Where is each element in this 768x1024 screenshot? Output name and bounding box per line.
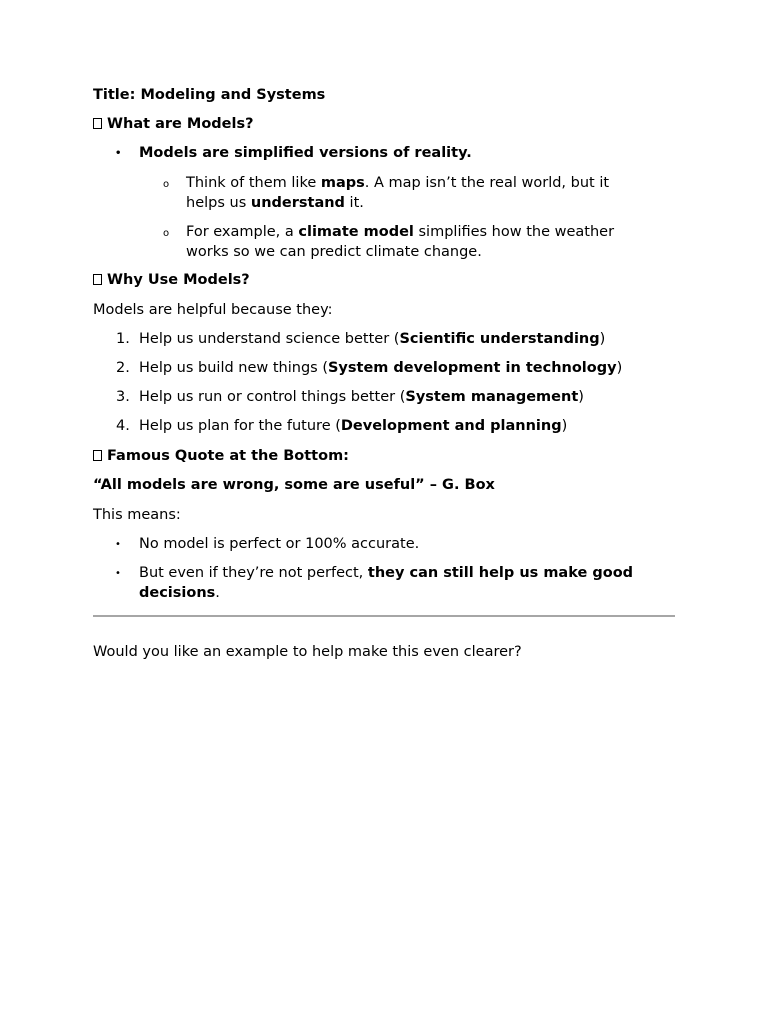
item-number: 2. (116, 360, 130, 376)
paragraph-intro: Models are helpful because they: (93, 302, 333, 318)
numbered-item (93, 388, 584, 408)
text-run: ) (578, 389, 584, 405)
text-run-bold: they can still help us make good (367, 565, 634, 581)
sub-list-item (93, 174, 656, 213)
list-item (93, 535, 419, 555)
numbered-item (93, 330, 605, 350)
text-run-bold: System management (405, 389, 579, 405)
bullet-text: No model is perfect or 100% accurate. (139, 536, 420, 552)
text-run: For example, a (186, 224, 299, 240)
list-item (93, 144, 472, 164)
text-run: Help us plan for the future ( (139, 418, 341, 434)
list-item (93, 564, 633, 603)
text-run-bold: Scientific understanding (399, 331, 600, 347)
sub-bullet-icon: o (163, 179, 170, 190)
checkbox-square-icon (93, 274, 102, 285)
bullet-icon: • (115, 539, 121, 550)
section-heading-famous-quote (93, 447, 349, 467)
closing-question: Would you like an example to help make this even clearer? (93, 644, 522, 660)
paragraph-this-means: This means: (93, 507, 181, 523)
text-run: ) (616, 360, 623, 376)
text-run: Help us understand science better ( (139, 331, 400, 347)
bullet-text: Models are simplified versions of reality. (139, 145, 472, 161)
quote-text: “All models are wrong, some are useful” – G. Box (93, 477, 495, 493)
section-heading-text: Famous Quote at the Bottom: (107, 448, 349, 464)
checkbox-square-icon (93, 118, 102, 129)
section-heading-text: Why Use Models? (107, 272, 250, 288)
text-run: . (215, 584, 220, 601)
text-run: Help us build new things ( (139, 360, 328, 376)
item-number: 1. (116, 331, 130, 347)
checkbox-square-icon (93, 450, 102, 461)
sub-list-item (93, 223, 656, 262)
text-run: it. (344, 194, 364, 211)
text-run-bold: understand (250, 194, 345, 211)
section-heading-what-are-models (93, 115, 254, 135)
text-run: works so we can predict climate change. (186, 243, 482, 260)
text-run: simplifies how the weather (413, 224, 615, 240)
section-heading-why-use-models (93, 271, 250, 291)
text-run-bold: System development in technology (327, 360, 617, 376)
text-run-bold: maps (320, 175, 365, 191)
sub-bullet-icon: o (163, 228, 170, 239)
text-run: But even if they’re not perfect, (139, 565, 368, 581)
text-run-bold: climate model (298, 224, 414, 240)
text-run-bold: Development and planning (340, 418, 562, 434)
text-run: . A map isn’t the real world, but it (364, 175, 610, 191)
text-run: Think of them like (186, 175, 321, 191)
section-heading-text: What are Models? (107, 116, 254, 132)
numbered-item (93, 417, 567, 437)
text-run: Help us run or control things better ( (139, 389, 406, 405)
bullet-icon: • (115, 148, 122, 159)
text-run-bold: decisions (139, 584, 216, 601)
document-title: Title: Modeling and Systems (93, 87, 326, 103)
text-run: ) (599, 331, 606, 347)
item-number: 4. (116, 418, 130, 434)
text-run: ) (561, 418, 568, 434)
item-number: 3. (116, 389, 130, 405)
text-run: helps us (186, 194, 251, 211)
numbered-item (93, 359, 622, 379)
bullet-icon: • (115, 568, 121, 579)
horizontal-divider (93, 615, 675, 617)
